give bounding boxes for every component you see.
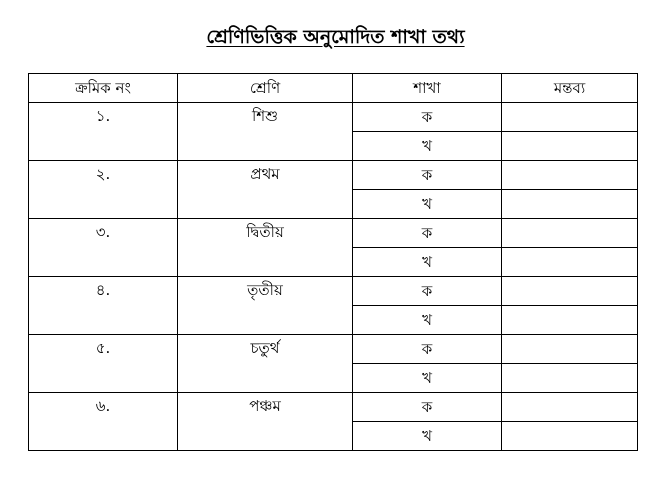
class-cell: তৃতীয় [178,277,353,335]
remarks-cell [502,422,638,451]
table-row [29,335,638,364]
serial-cell: ৪. [29,277,178,335]
branch-cell: খ [353,132,502,161]
table-row [29,161,638,190]
remarks-cell [502,219,638,248]
branch-cell: ক [353,103,502,132]
branch-cell: খ [353,422,502,451]
branch-cell: খ [353,306,502,335]
header-class: শ্রেণি [178,74,353,103]
branch-cell: খ [353,248,502,277]
branch-cell: ক [353,219,502,248]
header-remarks: মন্তব্য [502,74,638,103]
serial-cell: ১. [29,103,178,161]
table-row [29,393,638,422]
branch-cell: খ [353,190,502,219]
class-cell: প্রথম [178,161,353,219]
remarks-cell [502,190,638,219]
remarks-cell [502,132,638,161]
branch-cell: ক [353,161,502,190]
class-cell: শিশু [178,103,353,161]
remarks-cell [502,393,638,422]
serial-cell: ৫. [29,335,178,393]
table-row [29,277,638,306]
remarks-cell [502,306,638,335]
remarks-cell [502,161,638,190]
table-header-row [29,74,638,103]
header-serial: ক্রমিক নং [29,74,178,103]
remarks-cell [502,277,638,306]
header-branch: শাখা [353,74,502,103]
branch-info-table [28,73,638,451]
page-title: শ্রেণিভিত্তিক অনুমোদিত শাখা তথ্য [206,26,465,48]
class-cell: চতুর্থ [178,335,353,393]
table-row [29,219,638,248]
branch-cell: ক [353,393,502,422]
serial-cell: ৬. [29,393,178,451]
remarks-cell [502,335,638,364]
class-cell: পঞ্চম [178,393,353,451]
remarks-cell [502,248,638,277]
serial-cell: ৩. [29,219,178,277]
table-row [29,103,638,132]
branch-cell: খ [353,364,502,393]
branch-cell: ক [353,335,502,364]
remarks-cell [502,103,638,132]
remarks-cell [502,364,638,393]
serial-cell: ২. [29,161,178,219]
branch-cell: ক [353,277,502,306]
class-cell: দ্বিতীয় [178,219,353,277]
